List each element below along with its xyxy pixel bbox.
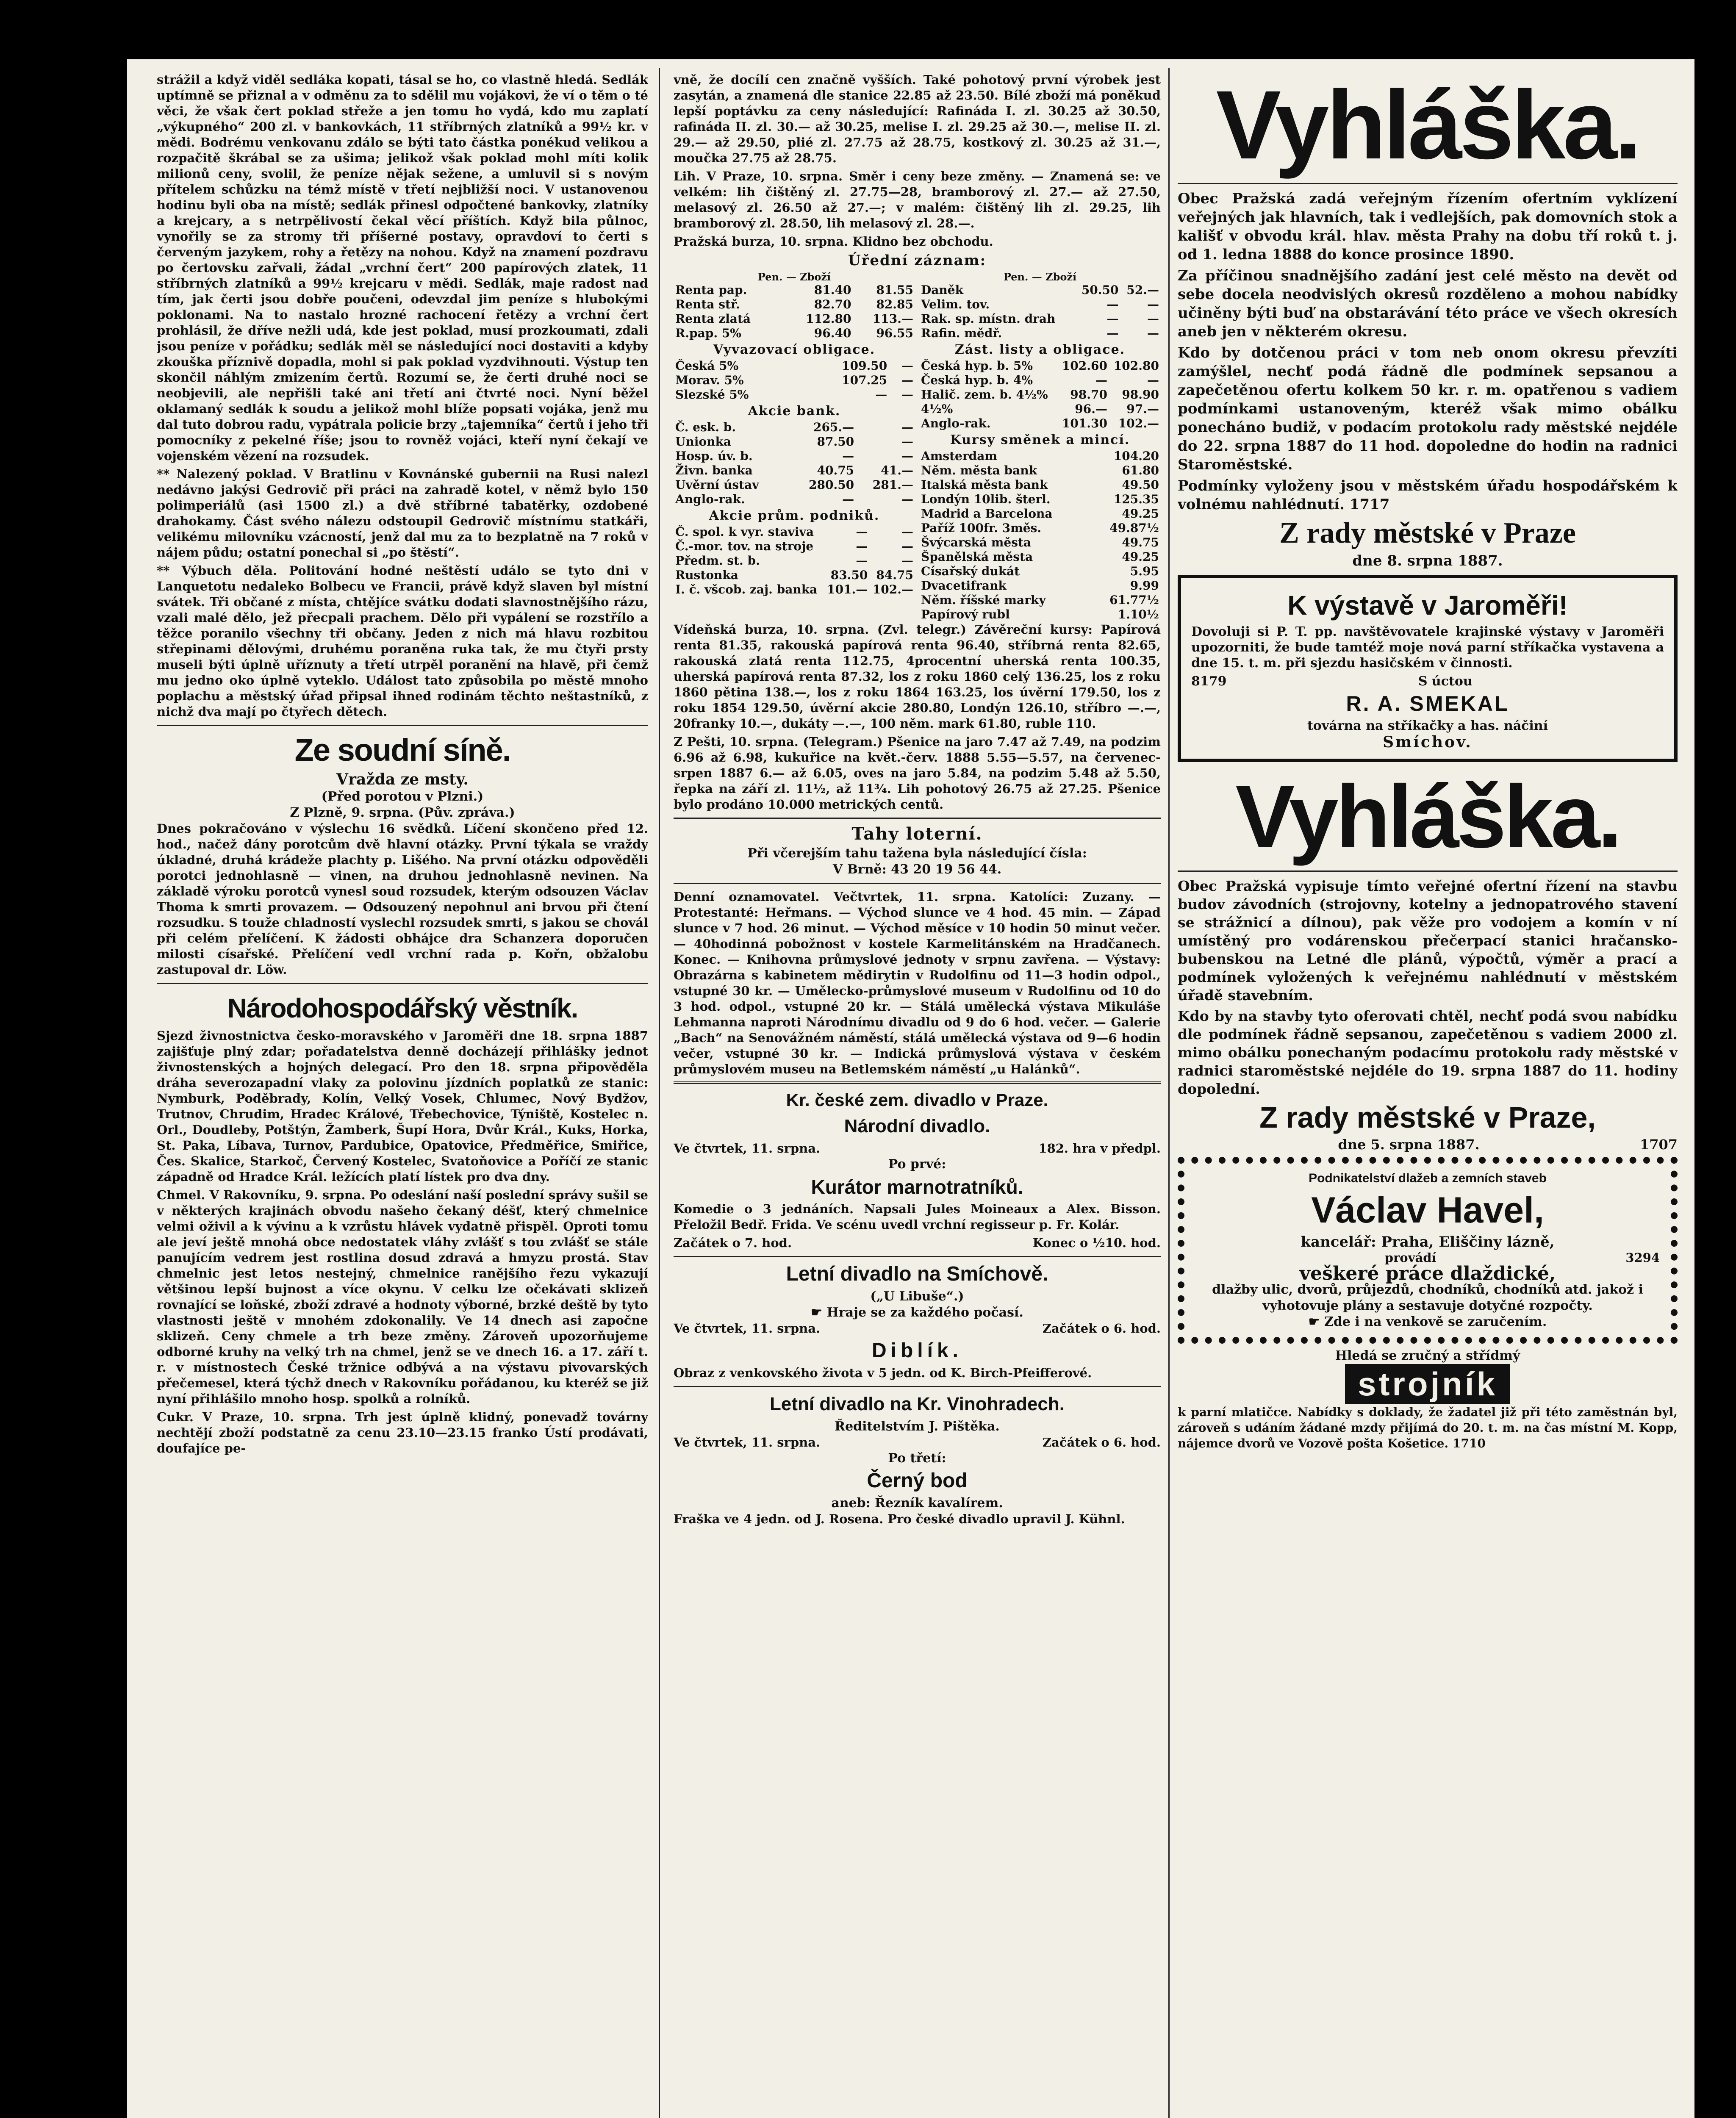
rate-value: 97.— [1126,402,1159,416]
rate-row [919,607,1161,622]
rate-row [919,521,1161,535]
rate-value: 49.25 [1122,550,1159,564]
rate-value: — [875,388,887,402]
rate-label: Česká 5% [675,359,739,373]
rate-value: 5.95 [1130,564,1159,578]
ad-company: R. A. SMEKAL [1346,692,1509,715]
rate-value: — [1106,297,1119,311]
rate-value: 113.— [872,312,913,326]
article-subtitle: (Před porotou v Plzni.) [321,789,484,804]
rate-value: 84.75 [876,568,913,582]
rate-value: — [901,373,913,387]
rate-label: Italská města bank [921,478,1048,492]
rate-label: Slezské 5% [675,388,749,402]
rate-value: 101.— [827,582,868,596]
rate-label: Rak. sp. místn. drah [921,312,1056,326]
rate-label: Švýcarská města [921,535,1032,549]
rate-row [674,539,915,554]
rate-row [919,373,1161,388]
rate-value: 50.50 [1081,283,1119,297]
rate-value: 40.75 [817,463,854,477]
rate-value: — [901,492,913,506]
rate-value: 49.50 [1122,478,1159,492]
divider [674,883,1161,884]
rate-value: 82.70 [814,297,851,311]
rate-label: Něm. města bank [921,463,1037,477]
rate-label: Anglo-rak. [921,416,991,430]
rate-value: 102.— [872,582,913,596]
rate-value: 49.87½ [1109,521,1159,535]
play-title: Diblík. [871,1339,963,1362]
rate-value: 9.99 [1130,579,1159,593]
rates-table [919,359,1161,431]
rate-value: — [842,492,854,506]
rate-label: Předm. st. b. [675,554,760,568]
divider [674,818,1161,819]
rate-label: Daněk [921,283,963,297]
rate-row [919,449,1161,463]
table-title: Akcie prům. podniků. [709,508,880,523]
rate-row [919,593,1161,607]
rate-value: — [901,388,913,402]
rate-row [919,402,1161,416]
rate-label: Renta pap. [675,283,747,297]
play-title: Kurátor marnotratníků. [811,1176,1023,1198]
notice-title: Vyhláška. [1216,72,1639,179]
rate-value: 81.55 [876,283,913,297]
rate-value: — [901,539,913,553]
divider [157,725,648,726]
rates-table [919,283,1161,341]
rates-table [919,449,1161,622]
rate-value: 83.50 [830,568,868,582]
rate-value: 98.90 [1122,388,1159,402]
column-label: Pen. — Zboží [1003,271,1077,283]
notice-signature: Z rady městské v Praze, [1259,1101,1596,1134]
rate-label: Anglo-rak. [675,492,745,506]
rate-value: — [1106,326,1119,340]
rate-label: Paříž 100fr. 3měs. [921,521,1042,535]
rate-row [919,416,1161,431]
exhibition-ad: K výstavě v Jaroměři! Dovoluji si P. T. pp. navštěvovatele krajinské výstavy v Jaroměři upozorniti, že bude tamtéž moje nová parní stříkačka vystavena a dne 15. t. m. při sjezdu hasičském v činnosti. 8179 S úctou R. A. SMEKAL továrna na stříkačky a has. náčiní Smíchov. [1178,575,1678,762]
rate-value: 102.80 [1113,359,1159,373]
rate-row [919,492,1161,507]
rate-row [674,582,915,597]
rate-row [919,478,1161,492]
theatre-name: Letní divadlo na Kr. Vinohradech. [770,1394,1065,1414]
dateline: Z Plzně, 9. srpna. (Pův. zpráva.) [290,805,515,820]
rate-value: — [901,435,913,449]
rate-row [674,420,915,435]
rate-row [919,326,1161,341]
rate-value: 61.77½ [1109,593,1159,607]
article-paragraph: Cukr. V Praze, 10. srpna. Trh jest úplně klidný, ponevadž továrny nechtějí zboží podstatně za cenu 23.10—23.15 franko Ústí prodávati, doufajíce pe- [157,1410,648,1455]
rate-value: 104.20 [1113,449,1159,463]
rate-value: 96.40 [814,326,851,340]
divider [157,983,648,984]
article-paragraph: strážil a když viděl sedláka kopati, tásal se ho, co vlastně hledá. Sedlák uptímně se přiznal a v odměnu za to sdělil mu vojákovi, že ví o těm o té věci, že však čert poklad střeže a jen tomu ho vydá, kdo mu zaplatí „výkupného“ 200 zl. v bankovkách, 11 stříbrných zlatníků a 99½ kr. v mědi. Bodrému venkovanu zdálo se býti tato částka ponékud velikou a rozpačitě škrábal se za ušima; jelikož však poklad mohl míti kolik milionů ceny, svolil, že peníze nějak sežene, a umluvil si s novým přítelem schůzku na témž místě v třetí nejbližší noci. V ustanovenou hodinu byli oba na místě; sedlák přinesl odpočtené bankovky, zlatníky a krejcary, a s netrpělivostí čekal věcí příštích. Když bila půlnoc, vynořily se za stromy tři příšerné postavy, opravdoví to čerti s červeným jazykem, rohy a řetězy na nohou. Když na znamení pozdravu po čertovsku zařvali, žádal „vrchní čert“ 200 papírových zlatek, 11 stříbrných zlatníků a 99½ krejcaru v mědi. Sedlák, maje radost nad tím, jak čerti jsou dobře poučeni, odevzdal jim peníze s hlubokými poklonami. Na to nastalo hrozné rachocení řetězy a vrchní čert prohlásil, že dříve nežli udá, kde jest poklad, musí prozkoumati, zdali jsou peníze v pořádku; sedlák měl se následující noci dostaviti a kdyby zkouška příznivě dopadla, mohl si pak poklad vyzdvihnouti. Výstup ten skončil náhlým zmizením čertů. Rozumí se, že čerti druhé noci se neobjevili, ale nepřišli také ani třetí ani čtvrté noci. Nyní běžel oklamaný sedlák k soudu a jelikož mohl blíže popsati vojáka, jenž mu dal tuto dobrou radu, vypátrala policie brzy „tajemníka“ čertů i jeho tři pomocníky z pekelné říše; jsou to rovněž vojáci, kteří nyní čekají ve vojenském vězení na rozsudek. [157,72,648,463]
theatre-name: Letní divadlo na Smíchově. [786,1263,1048,1285]
rate-label: Madrid a Barcelona [921,507,1053,521]
rate-value: 96.55 [876,326,913,340]
divider [674,1386,1161,1387]
market-paragraph: Z Pešti, 10. srpna. (Telegram.) Pšenice na jaro 7.47 až 7.49, na podzim 6.96 až 6.98, kukuřice na květ.-červ. 1888 5.55—5.57, na červenec-srpen 1887 6.— až 6.05, oves na jaro 5.84, na podzim 5.48 až 5.50, řepka na září zl. 11½, až 11¾. Lih pohotový 26.75 až 27.25. Pšenice bylo prodáno 10.000 metrických centů. [674,735,1161,812]
theatre-smichov: Letní divadlo na Smíchově. („U Libuše“.) ☛ Hraje se za každého počasí. Ve čtvrtek, 11. srpna. Začátek o 6. hod. Diblík. Obraz z venkovského života v 5 jedn. od K. Birch-Pfeifferové. [674,1263,1161,1380]
article-title: Vražda ze msty. [336,771,469,788]
rate-row [674,373,915,388]
column-middle [674,72,1161,1530]
rate-label: Živn. banka [675,463,753,477]
rate-label: Č. spol. k vyr. staviva [675,525,814,539]
rate-value: 109.50 [842,359,887,373]
rate-value: — [901,449,913,463]
rate-row [919,507,1161,521]
pointing-hand-icon: ☛ [1308,1314,1325,1329]
rate-row [919,388,1161,402]
rate-row [919,550,1161,564]
rate-row [919,535,1161,550]
rate-value: 98.70 [1070,388,1107,402]
rate-label: I. č. všcob. zaj. banka [675,582,818,596]
rate-row [919,579,1161,593]
rate-value: — [856,525,868,539]
column-label: Pen. — Zboží [757,271,831,283]
ad-title: K výstavě v Jaroměři! [1287,590,1568,621]
notice-title: Vyhláška. [1235,767,1620,866]
rate-row [919,564,1161,579]
lottery-text: Při včerejším tahu tažena byla následující čísla: [747,846,1087,861]
rate-row [674,449,915,463]
divider [674,1256,1161,1257]
rate-value: 61.80 [1122,463,1159,477]
section-heading-economy: Národohospodářský věstník. [227,993,578,1023]
column-rule [659,68,660,2118]
rate-value: — [901,525,913,539]
rate-row [919,312,1161,326]
theatre-national: Kr. české zem. divadlo v Praze. Národní divadlo. Ve čtvrtek, 11. srpna. 182. hra v předpl. Po prvé: Kurátor marnotratníků. Komedie o 3 jednáních. Napsali Jules Moineaux a Alex. Bisson. Přeložil Bedř. Frida. Ve scénu uvedl vrchní regisseur p. Fr. Kolár. Začátek o 7. hod. Konec o ½10. hod. [674,1088,1161,1251]
rate-value: 96.— [1075,402,1107,416]
pointing-hand-icon: ☛ [811,1305,827,1320]
rate-label: Rustonka [675,568,738,582]
rate-value: — [901,359,913,373]
rate-value: — [856,539,868,553]
rate-row [674,568,915,582]
divider [1178,183,1678,184]
rate-value: 102.— [1118,416,1159,430]
rate-value: 107.25 [842,373,887,387]
market-paragraph: Vídeňská burza, 10. srpna. (Zvl. telegr.) Závěreční kursy: Papírová renta 81.35, rakouská papírová renta 96.40, stříbrná renta 82.65, rakouská zlatá renta 112.75, 4procentní uherská renta 100.35, uherská papírová renta 87.32, los z roku 1860 celý 136.25, los z roku 1860 pětina 138.—, los z roku 1864 163.25, los úvěrní 179.50, los z roku 1854 129.50, úvěrní akcie 280.80, Londýn 126.10, stříbro —.—, 20franky 10.—, dukáty —.—, 100 něm. mark 61.80, ruble 110. [674,622,1161,731]
rate-label: Renta stř. [675,297,740,311]
rate-value: — [1147,326,1159,340]
rate-value: 112.80 [806,312,851,326]
rate-value: — [1147,373,1159,387]
ad-company: Václav Havel, [1311,1190,1544,1231]
rate-label: Londýn 10lib. šterl. [921,492,1051,506]
rate-row [674,388,915,402]
rate-row [674,326,915,341]
rates-table [674,525,915,597]
section-heading-court: Ze soudní síně. [294,732,510,768]
column-left [157,72,648,1459]
play-title: Černý bod [867,1469,968,1492]
rates-table [674,283,915,341]
rate-value: 87.50 [817,435,854,449]
rate-value: 81.40 [814,283,851,297]
havel-ad: Podnikatelství dlažeb a zemních staveb Václav Havel, kancelář: Praha, Eliščiny lázně, provádí 3294 veškeré práce dlaždické, dlažby ulic, dvorů, průjezdů, chodníků, chodníků atd. jakož i vyhotovuje plány a sestavuje dotyčné rozpočty. ☛ Zde i na venkově se zaručením. [1178,1157,1678,1344]
rate-value: 41.— [881,463,913,477]
article-paragraph: Dnes pokračováno v výslechu 16 svědků. Líčení skončeno před 12. hod., načež dány porotcům dvě hlavní otázky. První týkala se vraždy úkladné, druhá krádeže plachty p. Lišého. Na první otázku odpověděli porotci jednohlasně — vinen, na druhou jednohlasně nevinen. Na základě výroku porotců vynesl soud rozsudek, kterým odsouzen Václav Thoma k smrti provazem. — Odsouzený nepohnul ani brvou při čtení rozsudku. S touže chladností vyslechl rozsudek smrti, s jakou se chovál při celém přelíčení. K žádosti obhájce dra Schanzera doporučen milosti císařské. Přelíčení vedl vrchní rada p. Kořn, obžalobu zastupoval dr. Löw. [157,821,648,977]
rate-value: 1.10½ [1118,607,1159,621]
rate-label: Morav. 5% [675,373,744,387]
rate-value: 265.— [813,420,854,434]
rate-value: — [1147,312,1159,326]
rate-label: Hosp. úv. b. [675,449,753,463]
rate-label: Renta zlatá [675,312,751,326]
play-desc: Obraz z venkovského života v 5 jedn. od K. Birch-Pfeifferové. [674,1366,1092,1380]
table-title: Kursy směnek a mincí. [950,432,1130,447]
rate-row [674,525,915,539]
theatre-vinohrady: Letní divadlo na Kr. Vinohradech. Ředitelstvím J. Pištěka. Ve čtvrtek, 11. srpna. Začátek o 6. hod. Po třetí: Černý bod aneb: Řezník kavalírem. Fraška ve 4 jedn. od J. Rosena. Pro české divadlo upravil J. Kühnl. [674,1392,1161,1527]
rate-row [674,478,915,492]
rate-label: Č.-mor. tov. na stroje [675,539,814,553]
rate-value: 82.85 [876,297,913,311]
column-rule [1168,68,1170,2118]
rate-value: — [901,420,913,434]
rate-label: Halič. zem. b. 4½% [921,388,1048,402]
rate-label: 4½% [921,402,953,416]
rate-row [674,463,915,478]
table-title: Vyvazovací obligace. [713,342,876,357]
rate-row [674,312,915,326]
rate-value: — [842,449,854,463]
lottery-title: Tahy loterní. [851,824,983,844]
bourse-line: Pražská burza, 10. srpna. Klidno bez obchodu. [674,234,993,249]
rate-value: 101.30 [1062,416,1107,430]
rate-label: Amsterdam [921,449,997,463]
market-paragraph: Lih. V Praze, 10. srpna. Směr i ceny beze změny. — Znamená se: ve velkém: lih čištěný zl. 27.75—28, bramborový zl. 27.— až 27.50, melasový zl. 26.50 až 27.—; v malém: čištěný lih zl. 29.25, lih bramborový zl. 28.50, lih melasový zl. 28.—. [674,169,1161,230]
rate-value: — [1147,297,1159,311]
rate-row [674,554,915,568]
article-paragraph: Sjezd živnostnictva česko-moravského v Jaroměři dne 18. srpna 1887 zajišťuje plný zdar; pořadatelstva denně docházejí přihlášky jednot živnostenských a hojných delegací. Pro den 18. srpna připověděla dráha severozapadní vlaky za polovinu jízdních poplatků ze stanic: Nymburk, Poděbrady, Kolín, Velký Vosek, Chlumec, Nový Bydžov, Trutnov, Chrudim, Hradec Králové, Třebechovice, Týniště, Kostelec n. Orl., Doudleby, Potštýn, Žamberk, Šupí Hora, Dvůr Král., Kuks, Horka, St. Paka, Líbava, Turnov, Pardubice, Opatovice, Předměřice, Smiřice, Čes. Skalice, Starkoč, Červený Kostelec, Svatoňovice a Poříčí ze stanic západně od Hradce Král. ležících platí lístek pro dva dny. [157,1029,648,1184]
rate-label: Č. esk. b. [675,420,736,434]
theatre-name: Kr. české zem. divadlo v Praze. [786,1090,1048,1110]
rate-value: — [1095,373,1107,387]
table-title: Akcie bank. [748,404,841,419]
play-desc: Komedie o 3 jednáních. Napsali Jules Moineaux a Alex. Bisson. Přeložil Bedř. Frida. Ve scénu uvedl vrchní regisseur p. Fr. Kolár. [674,1202,1161,1232]
rates-tables [674,271,1161,622]
rate-value: 102.60 [1062,359,1107,373]
rate-row [674,359,915,373]
rate-label: Dvacetifrank [921,579,1007,593]
lottery-numbers: V Brně: 43 20 19 56 44. [832,862,1002,877]
rate-value: 49.75 [1122,535,1159,549]
ad-title: strojník [1345,1364,1510,1404]
rate-label: Rafin. mědř. [921,326,1002,340]
rate-label: Něm. říšské marky [921,593,1046,607]
divider [1178,870,1678,872]
rate-value: — [901,554,913,568]
rate-row [919,359,1161,373]
rate-row [674,492,915,507]
rate-row [919,463,1161,478]
rate-label: Uvěrní ústav [675,478,759,492]
rate-label: Unionka [675,435,731,449]
rate-value: 281.— [872,478,913,492]
rate-label: Česká hyp. b. 5% [921,359,1033,373]
rate-row [919,283,1161,297]
divider [674,1081,1161,1084]
rate-value: — [1106,312,1119,326]
rates-table [674,359,915,402]
rate-value: — [856,554,868,568]
official-title: Úřední záznam: [848,252,987,269]
rate-label: Česká hyp. b. 4% [921,373,1033,387]
rate-value: 49.25 [1122,507,1159,521]
rates-table [674,420,915,507]
rate-label: R.pap. 5% [675,326,741,340]
newspaper-page [127,59,1694,2118]
theatre-sub: Národní divadlo. [844,1116,990,1137]
rate-label: Císařský dukát [921,564,1020,578]
daily-notice: Denní oznamovatel. Večtvrtek, 11. srpna. Katolíci: Zuzany. — Protestanté: Heřmans. — Východ slunce ve 4 hod. 45 min. — Západ slunce v 7 hod. 26 minut. — Východ měsíce v 10 hodin 50 minut večer. — 40hodinná pobožnost v kostele Karmelitánském na Hradčanech. Konec. — Knihovna průmyslové jednoty v srpnu zavřena. — Výstavy: Obrazárna s kabinetem mědirytin v Rudolfinu od 11—3 hodin odpol., vstupné 30 kr. — Umělecko-průmyslové museum v Rudolfinu od 10 do 3 hod. odpol., vstupné 20 kr. — Stálá umělecká výstava Mikuláše Lehmanna naproti Národnímu divadlu od 9 do 6 hod. večer. — Galerie „Bach“ na Senovážném náměstí, stálá umělecká výstava od 9—6 hodin večer, vstupné 30 kr. — Indická průmyslová výstava v českém průmyslovém museu na Betlemském náměstí „u Halánků“. [674,890,1161,1076]
column-right: Vyhláška. Obec Pražská zadá veřejným řízením ofertním vyklízení veřejných jak hlavních, tak i vedlejších, pak domovních stok a kališť v obvodu král. hlav. města Prahy na dobu tří roků t. j. od 1. ledna 1888 do konce prosince 1890. Za příčinou snadnějšího zadání jest celé město na devět od sebe docela neodvislých okresů rozděleno a mohou nabídky učiněny býti buď na obstarávání této práce ve všech okresích aneb jen v některém okresu. Kdo by dotčenou práci v tom neb onom okresu převzíti zamýšlel, nechť podá řádně dle podmínek sepsanou a zapečetěnou ofertu kolkem 50 kr. r. m. opatřenou s vadiem podmínkami ustanoveným, kteréž však mimo obálku ponecháno budiž, v podacím protokolu rady městské nejdéle do 22. srpna 1887 do 11 hod. dopoledne do hodin na radnici Staroměstské. Podmínky vyloženy jsou v městském úřadu hospodářském k volnému nahlédnutí. 1717 Z rady městské v Praze dne 8. srpna 1887. K výstavě v Jaroměři! Dovoluji si P. T. pp. navštěvovatele krajinské výstavy v Jaroměři upozorniti, že bude tamtéž moje nová parní stříkačka vystavena a dne 15. t. m. při sjezdu hasičském v činnosti. 8179 S úctou R. A. SMEKAL továrna na stříkačky a has. náčiní Smíchov. Vyhláška. Obec Pražská vypisuje tímto veřejné ofertní řízení na stavbu budov závodních (strojovny, kotelny a jednopatrového stavení se strážnicí a dílnou), pak věže pro vodojem a komín v ní umístěný pro vodárenskou přečerpací stanici hračansko-bubenskou na Letné dle plánů, výpočtů, výměr a prací a podmínek vyložených k veřejnému nahlédnutí v městském úřadě stavebním. Kdo by na stavby tyto oferovati chtěl, nechť podá svou nabídku dle podmínek řádně sepsanou, zapečetěnou s vadiem 2000 zl. mimo obálku ponechaným podacímu protokolu rady městské v radnici staroměstské nejdéle do 19. srpna 1887 do 11. hodiny dopolední. Z rady městské v Praze, dne 5. srpna 1887. 1707 Podnikatelství dlažeb a zemních staveb Václav Havel, kancelář: Praha, Eliščiny lázně, provádí 3294 veškeré práce dlaždické, dlažby ulic, dvorů, průjezdů, chodníků, chodníků atd. jakož i vyhotovuje plány a sestavuje dotyčné rozpočty. ☛ Zde i na venkově se zaručením. Hledá se zručný a střídmý strojník k parní mlatičce. Nabídky s doklady, že žadatel již při této zaměstnán byl, zároveň s udáním žádané mzdy přijímá do 20. t. m. na čas místní M. Kopp, nájemce dvorů ve Vozově pošta Košetice. 1710 [1178,72,1678,1450]
notice-signature: Z rady městské v Praze [1279,517,1576,549]
rate-row [919,297,1161,312]
article-paragraph: Chmel. V Rakovníku, 9. srpna. Po odeslání naší poslední správy sušil se v některých krajinách obvodu našeho čekaný déšť, který chmelnice velmi oživil a k vývinu a k vzrůstu hlávek vydatně přispěl. Oproti tomu ale jeví ještě mnohá obce nedostatek vláhy zvlášť s tou zvlášť se stále panujícím vedrem jest rostlina dosud zdravá a hmyzu prostá. Stav chmelnic jest letos nestejný, chmelnice ranějšího řezu vykazují většinou lepší bujnost a více okynu. V celku lze očekávati sklizeň rovnající se loňské, zboží zdravé a hodnoty výborné, brzké deště by tyto vlastnosti ještě v mnohém zdokonalily. Ve 14 dnech asi započne sklizeň. Ceny chmele a trh beze změny. Zároveň upozorňujeme odborné kruhy na velký trh na chmel, jenž se ve dnech 16. a 17. září t. r. v místnostech České tržnice odbývá a na výstavu pivovarských přečemesel, která týchž dnech v Rakovníku pořádanou, ku kteréž se již nyní přihlášilo mnoho hosp. spolků a rolníků. [157,1188,648,1406]
article-paragraph: ** Výbuch děla. Politování hodné neštěstí událo se tyto dni v Lanquetotu nedaleko Bolbecu ve Francii, právě když slaven byl místní svátek. Tři občané z místa, chtějíce svátku dodati slavnostnějšího rázu, vzali malé dělo, jež přecpali prachem. Dělo při vypálení se rozstřílo a těžce poranilo všechny tři občany. Jeden z nich má hlavu rozbitou střepinami dělovými, druhému poraněna ruka tak, že mu čtyři prsty museli býti úplně uříznuty a třetí utrpěl poranění na hlavě, při čemž mu jedno oko úplně vyteklo. Událost tato způsobila po městě mnoho poplachu a městský úřad připsal ihned rodinám těchto neštastníků, z nichž dva mají po čtyřech dětech. [157,563,648,719]
rate-label: Velim. tov. [921,297,990,311]
rate-row [674,297,915,312]
market-paragraph: vně, že docílí cen značně vyšších. Také pohotový první výrobek jest zasytán, a znamená dle stanice 22.85 až 23.50. Bílé zboží má poněkud lepší poptávku za ceny následující: Rafináda I. zl. 30.25 až 30.50, rafináda II. zl. 30.— až 30.25, melise I. zl. 29.25 až 30.—, melise II. zl. 29.— až 29.50, plié zl. 27.75 až 28.75, kostkový zl. 30.25 až 31.—, moučka 27.75 až 28.75. [674,72,1161,165]
rate-row [674,283,915,297]
rate-value: 52.— [1126,283,1159,297]
rate-label: Papírový rubl [921,607,1010,621]
rate-label: Španělská města [921,550,1033,564]
rate-value: 125.35 [1113,492,1159,506]
table-title: Zást. listy a obligace. [954,342,1126,357]
strojnik-ad: Hledá se zručný a střídmý strojník k parní mlatičce. Nabídky s doklady, že žadatel již při této zaměstnán byl, zároveň s udáním žádané mzdy přijímá do 20. t. m. na čas místní M. Kopp, nájemce dvorů ve Vozově pošta Košetice. 1710 [1178,1348,1678,1450]
rate-value: 280.50 [809,478,854,492]
article-paragraph: ** Nalezený poklad. V Bratlinu v Kovnánské gubernii na Rusi nalezl nedávno jakýsi Gedrovič při práci na zahradě kotel, v němž bylo 150 polimperiálů (asi 1500 zl.) a dvě stříbrné tabatěrky, ozdobené drahokamy. Část svého nálezu odstoupil Gedrovič místnímu statkáři, velikému milovníku vzácností, jenž dal mu za to bezplatně na 7 roků v nájem půdu; ostatní ponechal si „po štěstí“. [157,467,648,560]
rate-row [674,435,915,449]
